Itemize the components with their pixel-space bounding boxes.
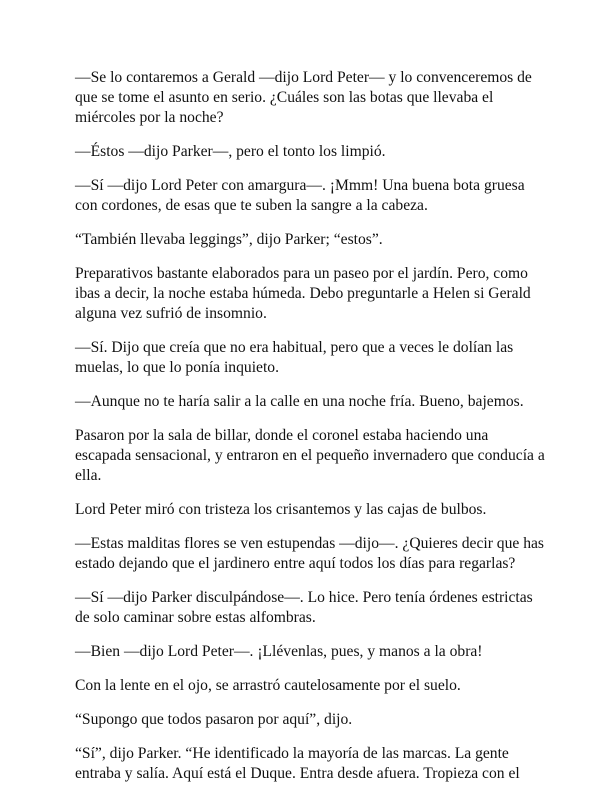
document-page — [75, 68, 545, 798]
paragraph-11: —Sí —dijo Parker disculpándose—. Lo hice. Pero tenía órdenes estrictas de solo caminar sobre estas alfombras. — [75, 589, 533, 626]
paragraph-5: Preparativos bastante elaborados para un paseo por el jardín. Pero, como ibas a decir, la noche estaba húmeda. Debo preguntarle a Helen si Gerald alguna vez sufrió de insomnio. — [75, 265, 531, 322]
paragraph-10: —Estas malditas flores se ven estupendas —dijo—. ¿Quieres decir que has estado dejando que el jardinero entre aquí todos los días para regarlas? — [75, 535, 544, 572]
paragraph-3: —Sí —dijo Lord Peter con amargura—. ¡Mmm! Una buena bota gruesa con cordones, de esas que te suben la sangre a la cabeza. — [75, 177, 525, 214]
paragraph-2: —Éstos —dijo Parker—, pero el tonto los limpió. — [75, 143, 386, 160]
paragraph-13: Con la lente en el ojo, se arrastró cautelosamente por el suelo. — [75, 677, 461, 694]
paragraph-7: —Aunque no te haría salir a la calle en una noche fría. Bueno, bajemos. — [75, 393, 524, 410]
paragraph-8: Pasaron por la sala de billar, donde el coronel estaba haciendo una escapada sensacional, y entraron en el pequeño invernadero que conducía a ella. — [75, 427, 545, 484]
paragraph-4: “También llevaba leggings”, dijo Parker; “estos”. — [75, 231, 383, 248]
paragraph-6: —Sí. Dijo que creía que no era habitual, pero que a veces le dolían las muelas, lo que lo ponía inquieto. — [75, 339, 514, 376]
paragraph-9: Lord Peter miró con tristeza los crisantemos y las cajas de bulbos. — [75, 501, 487, 518]
paragraph-12: —Bien —dijo Lord Peter—. ¡Llévenlas, pues, y manos a la obra! — [75, 643, 483, 660]
paragraph-15: “Sí”, dijo Parker. “He identificado la mayoría de las marcas. La gente entraba y salía. Aquí está el Duque. Entra desde afuera. Tropieza con el — [75, 745, 520, 782]
paragraph-14: “Supongo que todos pasaron por aquí”, dijo. — [75, 711, 353, 728]
paragraph-1: —Se lo contaremos a Gerald —dijo Lord Peter— y lo convenceremos de que se tome el asunto en serio. ¿Cuáles son las botas que llevaba el miércoles por la noche? — [75, 69, 532, 126]
